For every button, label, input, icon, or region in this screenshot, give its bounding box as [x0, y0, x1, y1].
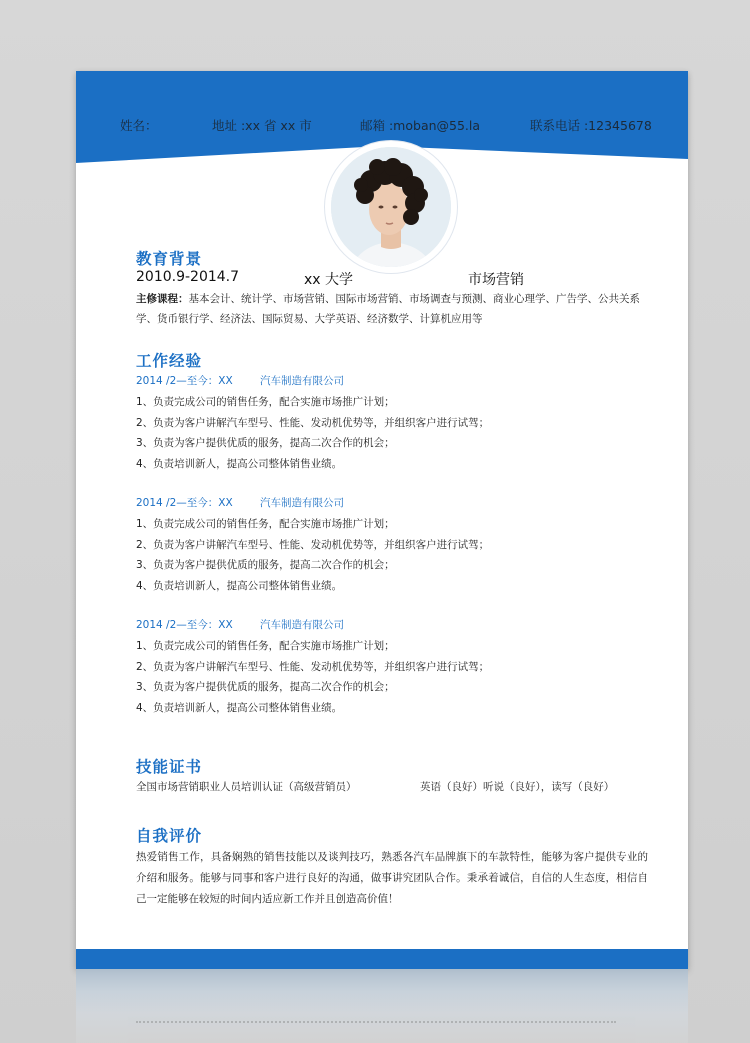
courses-text: 基本会计、统计学、市场营销、国际市场营销、市场调查与预测、商业心理学、广告学、公共关系学、货币银行学、经济法、国际贸易、大学英语、经济数学、计算机应用等: [136, 293, 640, 325]
job-duty: 3、负责为客户提供优质的服务，提高二次合作的机会；: [136, 437, 395, 449]
job-duty: 3、负责为客户提供优质的服务，提高二次合作的机会；: [136, 559, 395, 571]
self-eval-title: 自我评价: [136, 827, 203, 845]
education-period: 2010.9-2014.7: [136, 269, 240, 285]
footer-band: [76, 949, 688, 969]
job-duty: 2、负责为客户讲解汽车型号、性能、发动机优势等，并组织客户进行试驾；: [136, 539, 490, 551]
page-reflection: [76, 969, 688, 1043]
job-duty: 2、负责为客户讲解汽车型号、性能、发动机优势等，并组织客户进行试驾；: [136, 661, 490, 673]
job-duty: 2、负责为客户讲解汽车型号、性能、发动机优势等，并组织客户进行试驾；: [136, 417, 490, 429]
job-company: 汽车制造有限公司: [260, 497, 344, 509]
resume-page: [76, 71, 688, 969]
job-period: 2014 /2—至今：XX: [136, 375, 233, 387]
job-period: 2014 /2—至今：XX: [136, 619, 233, 631]
language-skill-text: 英语（良好）听说（良好），读写（良好）: [420, 781, 615, 793]
name-label: 姓名：: [120, 118, 158, 133]
reflection-blur: [136, 1021, 616, 1029]
courses-label: 主修课程：: [136, 293, 189, 305]
job-duty: 1、负责完成公司的销售任务，配合实施市场推广计划；: [136, 640, 395, 652]
skills-title: 技能证书: [136, 758, 203, 776]
job-duty: 3、负责为客户提供优质的服务，提高二次合作的机会；: [136, 681, 395, 693]
courses-paragraph: [136, 289, 656, 329]
job-duty: 4、负责培训新人，提高公司整体销售业绩。: [136, 458, 343, 470]
portrait-photo: [331, 147, 451, 267]
address-text: 地址 :xx 省 xx 市: [212, 118, 312, 133]
job-company: 汽车制造有限公司: [260, 375, 344, 387]
education-major: 市场营销: [468, 272, 524, 288]
email-text: 邮箱 :moban@55.la: [360, 118, 481, 133]
job-duty: 1、负责完成公司的销售任务，配合实施市场推广计划；: [136, 396, 395, 408]
education-title: 教育背景: [136, 250, 203, 268]
job-duty: 1、负责完成公司的销售任务，配合实施市场推广计划；: [136, 518, 395, 530]
work-title: 工作经验: [136, 352, 203, 370]
job-period: 2014 /2—至今：XX: [136, 497, 233, 509]
job-duty: 4、负责培训新人，提高公司整体销售业绩。: [136, 580, 343, 592]
self-eval-text: 热爱销售工作，具备娴熟的销售技能以及谈判技巧，熟悉各汽车品牌旗下的车款特性，能够为客户提供专业的介绍和服务。能够与同事和客户进行良好的沟通，做事讲究团队合作。秉承着诚信，自信的人生态度，相信自己一定能够在较短的时间内适应新工作并且创造高价值！: [136, 851, 648, 905]
education-school: xx 大学: [304, 272, 354, 288]
phone-text: 联系电话 :12345678: [530, 118, 652, 133]
avatar: [325, 141, 457, 273]
job-duty: 4、负责培训新人，提高公司整体销售业绩。: [136, 702, 343, 714]
job-company: 汽车制造有限公司: [260, 619, 344, 631]
certificate-text: 全国市场营销职业人员培训认证（高级营销员）: [136, 781, 357, 793]
